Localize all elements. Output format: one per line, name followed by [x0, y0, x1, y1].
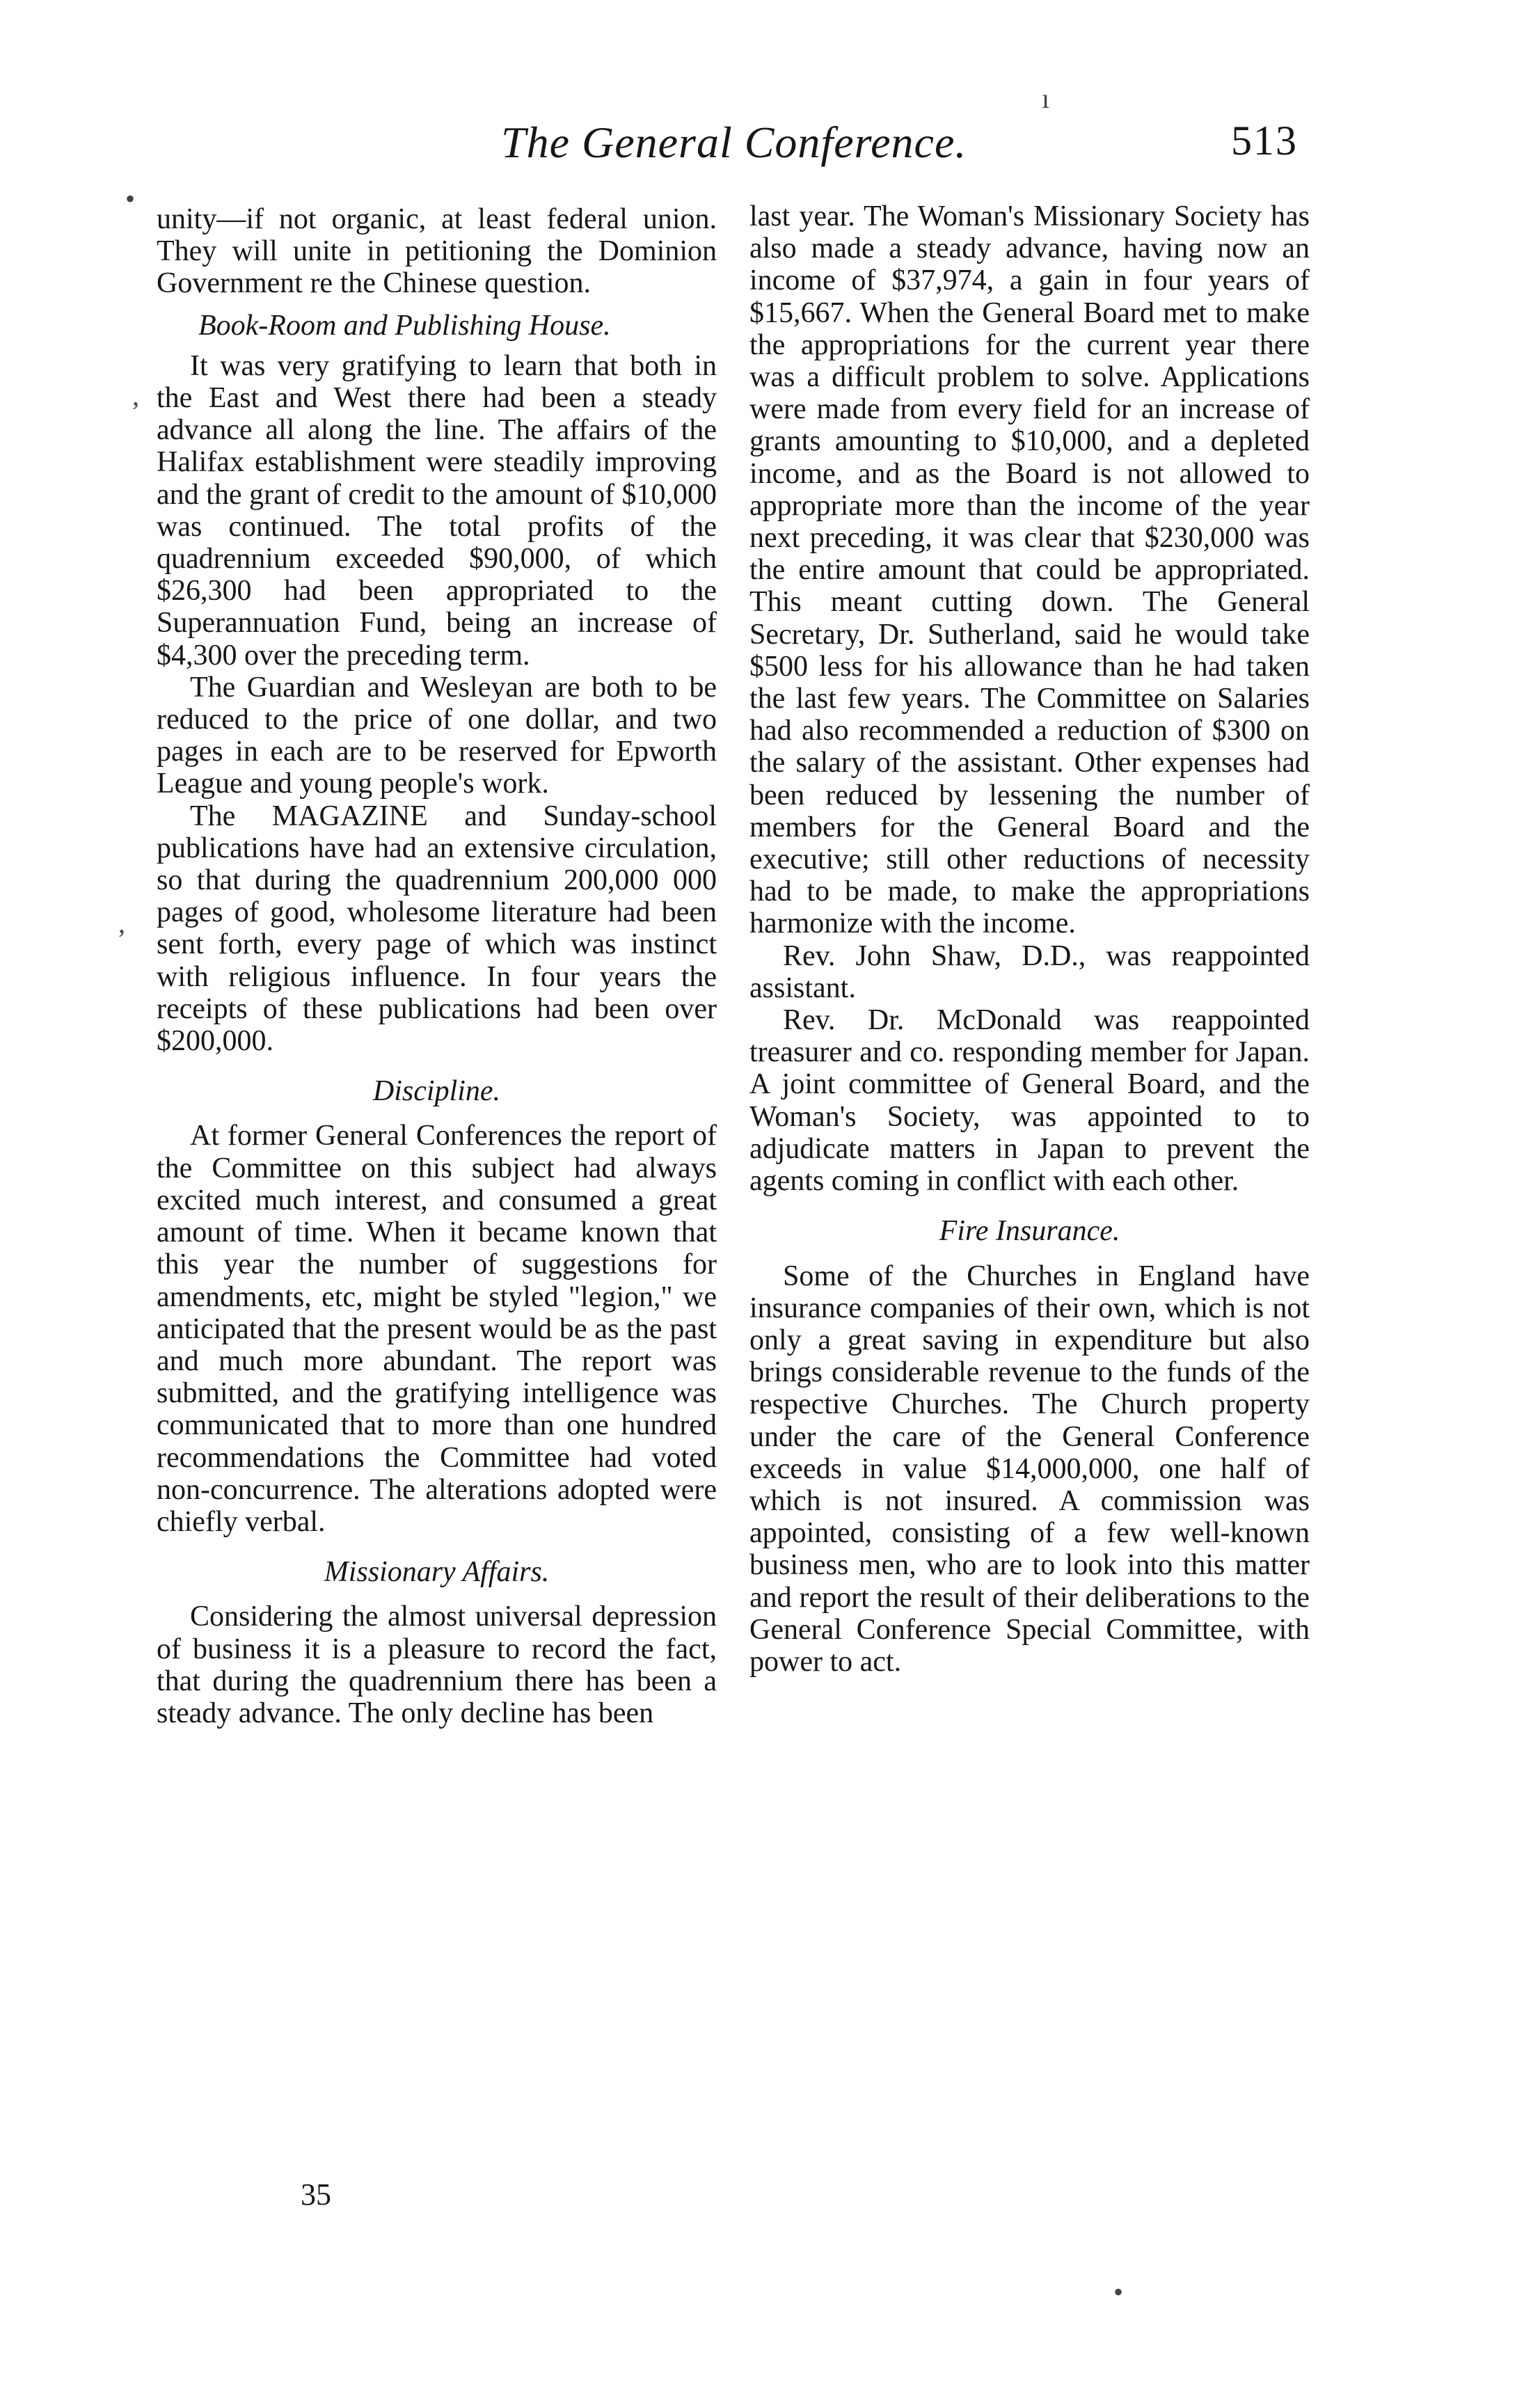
margin-mark: •	[1113, 2276, 1124, 2308]
margin-mark: ,	[132, 380, 139, 411]
paragraph: last year. The Woman's Missionary Society has also made a steady advance, having now an income of $37,974, a gain in four years of $15,667. When the General Board met to make the appropriations for the current year there was a difficult problem to solve. Applications were made from every field for an increase of grants amounting to $10,000, and a depleted income, and as the Board is not allowed to appropriate more than the income of the year next preceding, it was clear that $230,000 was the entire amount that could be appropriated. This meant cutting down. The General Secretary, Dr. Sutherland, said he would take $500 less for his allowance than he had taken the last few years. The Committee on Salaries had also recommended a reduction of $300 on the salary of the assistant. Other expenses had been reduced by lessening the number of members for the General Board and the executive; still other reductions of necessity had to be made, to make the appropriations harmonize with the income.	[749, 200, 1310, 940]
margin-mark: ,	[118, 907, 125, 939]
running-head: The General Conference.	[501, 118, 967, 167]
section-heading-discipline: Discipline.	[372, 1075, 501, 1108]
paragraph: unity—if not organic, at least federal union. They will unite in petitioning the Dominion Government re the Chinese question.	[157, 203, 717, 300]
margin-mark: •	[125, 183, 136, 214]
section-heading-book-room: Book-Room and Publishing House.	[198, 309, 611, 342]
signature-mark: 35	[301, 2177, 331, 2212]
paragraph: The Guardian and Wesleyan are both to be reduced to the price of one dollar, and two pages in each are to be reserved for Epworth League and young people's work.	[157, 671, 717, 800]
section-heading-fire-insurance: Fire Insurance.	[939, 1215, 1120, 1248]
paragraph: It was very gratifying to learn that both in the East and West there had been a steady advance all along the line. The affairs of the Halifax establishment were steadily improving and the grant of credit to the amount of $10,000 was continued. The total profits of the quadrennium exceeded $90,000, of which $26,300 had been appropriated to the Superannuation Fund, being an increase of $4,300 over the preceding term.	[157, 349, 717, 672]
section-heading-missionary-affairs: Missionary Affairs.	[324, 1556, 550, 1589]
paragraph: Rev. Dr. McDonald was reappointed treasurer and co. responding member for Japan. A joint committee of General Board, and the Woman's Society, was appointed to to adjudicate matters in Japan to prevent the agents coming in conflict with each other.	[749, 1004, 1310, 1198]
margin-mark: ı	[1042, 83, 1050, 114]
page-header	[0, 117, 1540, 166]
paragraph: Considering the almost universal depression of business it is a pleasure to record the fact, that during the quadrennium there has been a steady advance. The only decline has been	[157, 1601, 717, 1729]
left-column	[157, 203, 717, 1729]
paragraph: At former General Conferences the report of the Committee on this subject had always excited much interest, and consumed a great amount of time. When it became known that this year the number of suggestions for amendments, etc, might be styled "legion," we anticipated that the present would be as the past and much more abundant. The report was submitted, and the gratifying intelligence was communicated that to more than one hundred recommendations the Committee had voted non-concurrence. The alterations adopted were chiefly verbal.	[157, 1120, 717, 1538]
page-number: 513	[1231, 118, 1298, 164]
right-column	[749, 200, 1310, 1678]
paragraph: Rev. John Shaw, D.D., was reappointed assistant.	[749, 939, 1310, 1004]
paragraph: Some of the Churches in England have insurance companies of their own, which is not only a great saving in expenditure but also brings considerable revenue to the funds of the respective Churches. The Church property under the care of the General Conference exceeds in value $14,000,000, one half of which is not insured. A commission was appointed, consisting of a few well-known business men, who are to look into this matter and report the result of their deliberations to the General Conference Special Committee, with power to act.	[749, 1260, 1310, 1678]
paragraph: The MAGAZINE and Sunday-school publications have had an extensive circulation, so that during the quadrennium 200,000 000 pages of good, wholesome literature had been sent forth, every page of which was instinct with religious influence. In four years the receipts of these publications had been over $200,000.	[157, 800, 717, 1058]
